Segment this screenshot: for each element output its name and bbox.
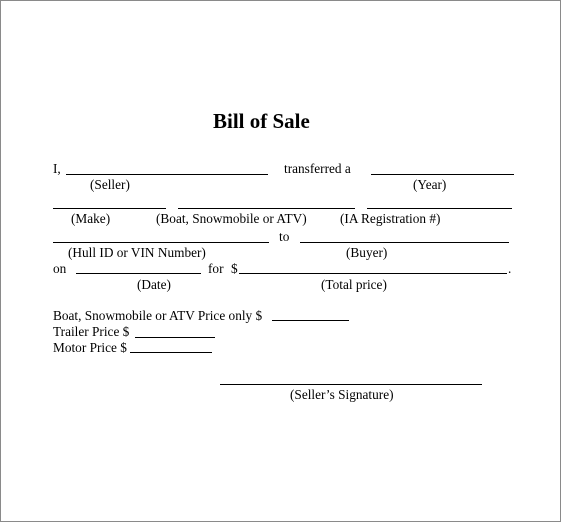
make-field[interactable] <box>53 208 166 209</box>
total-price-caption: (Total price) <box>321 277 387 292</box>
seller-caption: (Seller) <box>90 177 130 192</box>
date-caption: (Date) <box>137 277 171 292</box>
vehicle-type-field[interactable] <box>178 208 355 209</box>
vehicle-price-label: Boat, Snowmobile or ATV Price only $ <box>53 308 263 323</box>
motor-price-field[interactable] <box>130 352 212 353</box>
make-caption: (Make) <box>71 211 111 226</box>
registration-caption: (IA Registration #) <box>340 211 441 226</box>
year-field[interactable] <box>371 174 514 175</box>
year-caption: (Year) <box>413 177 447 192</box>
trailer-price-label: Trailer Price $ <box>53 324 130 339</box>
registration-field[interactable] <box>367 208 512 209</box>
transferred-text: transferred a <box>284 161 351 176</box>
motor-price-label: Motor Price $ <box>53 340 127 355</box>
seller-signature-field[interactable] <box>220 384 482 385</box>
buyer-caption: (Buyer) <box>346 245 388 260</box>
buyer-field[interactable] <box>300 242 509 243</box>
to-text: to <box>279 229 290 244</box>
on-text: on <box>53 261 67 276</box>
date-field[interactable] <box>76 273 201 274</box>
for-text: for <box>208 261 224 276</box>
seller-signature-caption: (Seller’s Signature) <box>290 387 394 402</box>
document-title: Bill of Sale <box>213 109 310 133</box>
total-price-field[interactable] <box>239 273 507 274</box>
seller-name-field[interactable] <box>66 174 268 175</box>
trailer-price-field[interactable] <box>135 337 215 338</box>
hull-id-field[interactable] <box>53 242 269 243</box>
vehicle-price-field[interactable] <box>272 320 349 321</box>
total-currency-sign: $ <box>231 261 238 276</box>
vehicle-type-caption: (Boat, Snowmobile or ATV) <box>156 211 307 226</box>
hull-id-caption: (Hull ID or VIN Number) <box>68 245 206 260</box>
end-period: . <box>508 261 512 276</box>
seller-prefix: I, <box>53 161 61 176</box>
